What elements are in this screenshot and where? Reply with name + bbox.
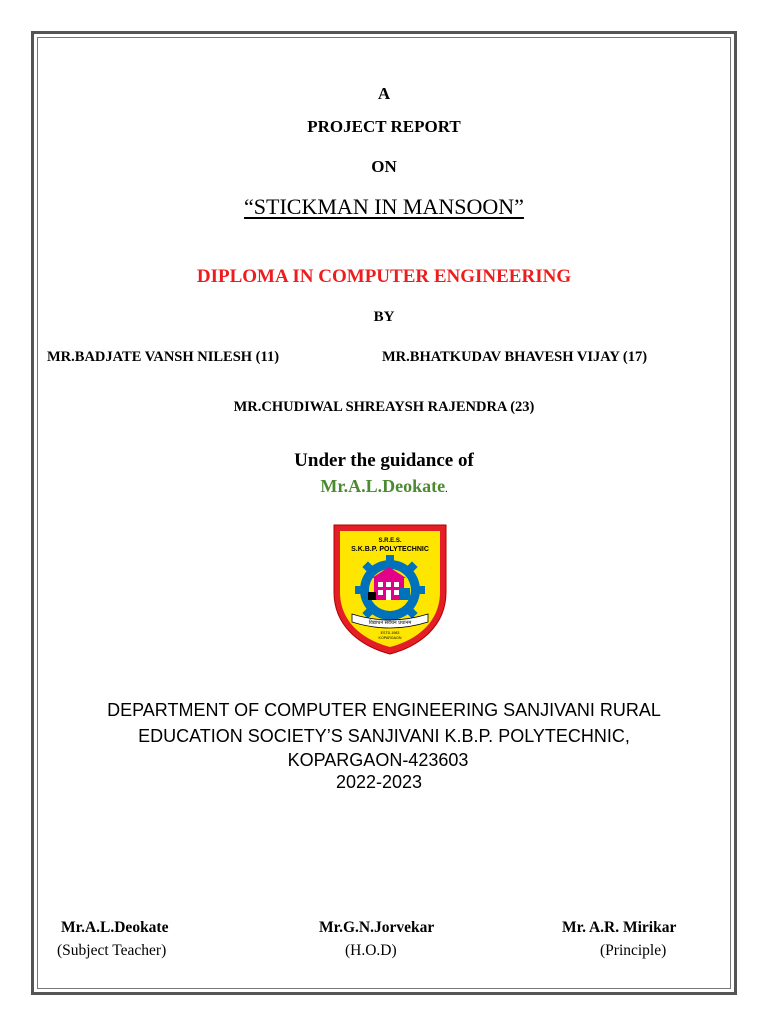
diploma-heading: DIPLOMA IN COMPUTER ENGINEERING bbox=[196, 266, 572, 287]
department-address: KOPARGAON-423603 bbox=[287, 750, 469, 770]
academic-year: 2022-2023 bbox=[335, 772, 423, 792]
signatory-role: (Subject Teacher) bbox=[57, 942, 167, 959]
logo-sres-text: S.R.E.S. bbox=[378, 538, 402, 544]
college-logo bbox=[328, 522, 452, 656]
heading-on: ON bbox=[371, 157, 397, 176]
heading-by: BY bbox=[373, 309, 395, 325]
signatory-name: Mr.G.N.Jorvekar bbox=[319, 919, 435, 936]
signatory-role: (Principle) bbox=[600, 942, 667, 959]
guide-name-trailing: . bbox=[445, 484, 448, 495]
heading-a: A bbox=[377, 84, 391, 103]
signatory-role: (H.O.D) bbox=[345, 942, 397, 959]
logo-name-text: S.K.B.P. POLYTECHNIC bbox=[351, 546, 429, 553]
guide-name: Mr.A.L.Deokate bbox=[320, 476, 446, 496]
heading-project-report: PROJECT REPORT bbox=[307, 117, 461, 136]
signatory-name: Mr.A.L.Deokate bbox=[61, 919, 169, 936]
signatory-name: Mr. A.R. Mirikar bbox=[562, 919, 677, 936]
guide-name-line bbox=[0, 476, 768, 497]
department-line: EDUCATION SOCIETY’S SANJIVANI K.B.P. POLYTECHNIC, bbox=[138, 726, 630, 746]
student-name: MR.BHATKUDAV BHAVESH VIJAY (17) bbox=[382, 349, 648, 365]
project-title-text: “STICKMAN IN MANSOON” bbox=[244, 194, 524, 219]
project-title bbox=[0, 194, 768, 220]
department-line: DEPARTMENT OF COMPUTER ENGINEERING SANJIVANI RURAL bbox=[107, 700, 661, 720]
guidance-label: Under the guidance of bbox=[294, 450, 474, 471]
page-border-inner bbox=[37, 37, 731, 989]
logo-place-text: KOPARGAON bbox=[378, 636, 402, 640]
logo-estd-text: ESTD-1983 bbox=[380, 631, 400, 635]
student-name: MR.BADJATE VANSH NILESH (11) bbox=[47, 349, 280, 365]
logo-motto-text: विद्याधन सर्वधन प्रधानम bbox=[368, 620, 412, 626]
student-name: MR.CHUDIWAL SHREAYSH RAJENDRA (23) bbox=[233, 399, 535, 415]
